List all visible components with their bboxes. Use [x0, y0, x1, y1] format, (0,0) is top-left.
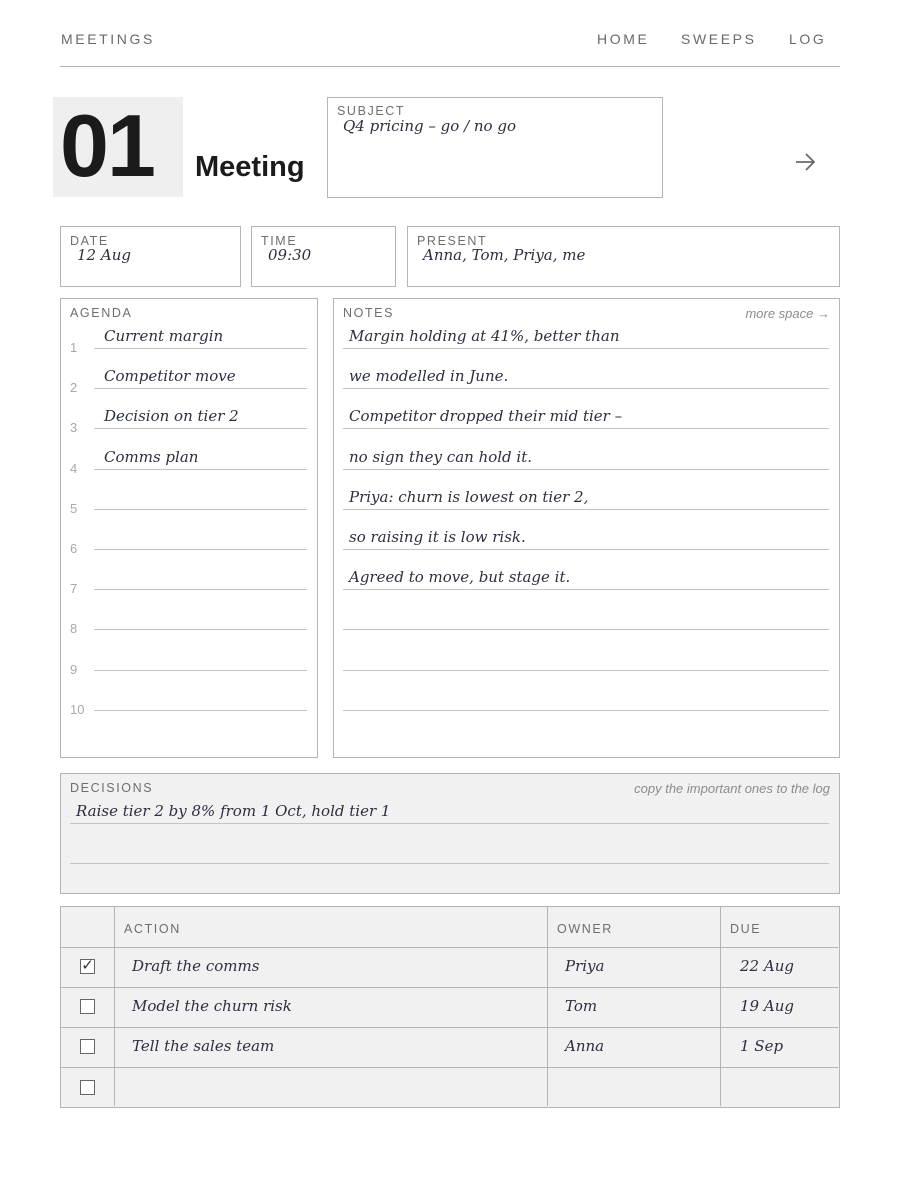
time-label: TIME	[261, 234, 298, 248]
notes-line-rule	[343, 469, 829, 470]
decisions-hint: copy the important ones to the log	[634, 781, 830, 796]
notes-line-rule	[343, 549, 829, 550]
notes-line-rule	[343, 348, 829, 349]
agenda-item[interactable]	[61, 568, 316, 608]
agenda-item-number: 4	[70, 460, 78, 476]
action-checkbox[interactable]	[80, 1039, 95, 1054]
subject-value: Q4 pricing – go / no go	[343, 117, 516, 135]
agenda-item-rule	[94, 629, 307, 630]
action-owner[interactable]: Priya	[565, 957, 605, 975]
agenda-item-number: 3	[70, 420, 78, 436]
checkmark-icon: ✓	[81, 957, 94, 974]
owner-column-header: OWNER	[557, 922, 613, 936]
subject-label: SUBJECT	[337, 104, 406, 118]
agenda-item-text: Comms plan	[104, 447, 199, 466]
action-text[interactable]: Draft the comms	[132, 957, 260, 975]
meeting-number: 01	[60, 96, 154, 195]
agenda-item-rule	[94, 549, 307, 550]
notes-line-rule	[343, 509, 829, 510]
notes-line[interactable]	[334, 689, 838, 729]
agenda-item-number: 10	[70, 701, 85, 717]
notes-line-text: so raising it is low risk.	[349, 528, 526, 546]
agenda-item-number: 8	[70, 621, 78, 637]
notes-line-rule	[343, 670, 829, 671]
action-column-header: ACTION	[124, 922, 181, 936]
agenda-item[interactable]	[61, 528, 316, 568]
time-box[interactable]	[251, 226, 396, 287]
agenda-item-rule	[94, 348, 307, 349]
agenda-item[interactable]	[61, 488, 316, 528]
agenda-item-number: 6	[70, 541, 78, 556]
actions-table	[60, 906, 840, 1108]
notes-line-rule	[343, 710, 829, 711]
action-row	[61, 1027, 838, 1068]
column-divider-owner	[547, 907, 548, 1106]
agenda-item-rule	[94, 710, 307, 711]
present-value: Anna, Tom, Priya, me	[423, 246, 586, 264]
app-title: MEETINGS	[61, 31, 155, 47]
agenda-item-number: 2	[70, 380, 78, 396]
agenda-item-text: Competitor move	[104, 367, 236, 386]
present-box[interactable]	[407, 226, 840, 287]
agenda-item[interactable]	[61, 407, 316, 447]
column-divider-due	[720, 907, 721, 1106]
agenda-item-rule	[94, 589, 307, 590]
arrow-right-icon[interactable]	[793, 150, 819, 174]
notes-line-rule	[343, 629, 829, 630]
nav-sweeps[interactable]: SWEEPS	[681, 31, 757, 47]
decision-line-text: Raise tier 2 by 8% from 1 Oct, hold tier 1	[76, 802, 391, 820]
agenda-item-number: 7	[70, 581, 78, 597]
due-column-header: DUE	[730, 922, 762, 936]
agenda-item-rule	[94, 428, 307, 429]
notes-line-text: we modelled in June.	[349, 367, 509, 386]
action-checkbox[interactable]	[80, 999, 95, 1014]
notes-panel	[333, 298, 840, 758]
action-text[interactable]: Model the churn risk	[132, 997, 292, 1016]
agenda-item-rule	[94, 509, 307, 510]
agenda-item[interactable]	[61, 367, 316, 407]
action-row	[61, 1068, 838, 1108]
notes-line-text: Competitor dropped their mid tier –	[349, 407, 623, 426]
agenda-item[interactable]	[61, 327, 316, 367]
date-value: 12 Aug	[77, 246, 131, 264]
notes-line-rule	[343, 428, 829, 429]
agenda-item-rule	[94, 670, 307, 671]
notes-line[interactable]	[334, 327, 838, 367]
notes-label: NOTES	[343, 306, 395, 320]
action-due[interactable]: 22 Aug	[740, 957, 794, 975]
decision-line[interactable]	[61, 802, 838, 842]
notes-line[interactable]	[334, 448, 838, 488]
actions-header-row	[61, 907, 838, 948]
action-owner[interactable]: Anna	[565, 1037, 605, 1056]
date-box[interactable]	[60, 226, 241, 287]
decisions-label: DECISIONS	[70, 781, 154, 795]
more-space-link[interactable]: more space →	[745, 306, 830, 321]
decision-line[interactable]	[61, 842, 838, 882]
agenda-panel	[60, 298, 318, 758]
action-due[interactable]: 19 Aug	[740, 997, 794, 1016]
notes-line[interactable]	[334, 568, 838, 608]
notes-line[interactable]	[334, 488, 838, 528]
agenda-item-number: 1	[70, 340, 78, 355]
action-owner[interactable]: Tom	[565, 997, 598, 1016]
agenda-item[interactable]	[61, 448, 316, 488]
page-header	[0, 0, 900, 70]
notes-line[interactable]	[334, 407, 838, 447]
agenda-item-number: 9	[70, 661, 78, 677]
notes-line-text: Agreed to move, but stage it.	[349, 568, 571, 587]
notes-line[interactable]	[334, 608, 838, 648]
decision-line-rule	[70, 863, 829, 864]
agenda-item[interactable]	[61, 649, 316, 689]
agenda-item-rule	[94, 388, 307, 389]
notes-line-text: Margin holding at 41%, better than	[349, 327, 620, 345]
agenda-item-number: 5	[70, 500, 78, 516]
agenda-item-text: Current margin	[104, 327, 224, 345]
agenda-label: AGENDA	[70, 306, 133, 320]
nav-log[interactable]: LOG	[789, 31, 827, 47]
agenda-item-rule	[94, 469, 307, 470]
decisions-panel	[60, 773, 840, 894]
notes-line[interactable]	[334, 649, 838, 689]
agenda-item[interactable]	[61, 689, 316, 729]
column-divider-checkbox	[114, 907, 115, 1106]
action-text[interactable]: Tell the sales team	[132, 1037, 275, 1056]
notes-line[interactable]	[334, 367, 838, 407]
notes-line-rule	[343, 388, 829, 389]
action-row	[61, 947, 838, 988]
notes-line-rule	[343, 589, 829, 590]
meeting-title: Meeting	[195, 151, 305, 183]
agenda-item-text: Decision on tier 2	[104, 407, 239, 426]
action-checkbox[interactable]	[80, 959, 95, 974]
notes-line-text: Priya: churn is lowest on tier 2,	[349, 487, 589, 506]
action-checkbox[interactable]	[80, 1080, 95, 1095]
notes-line[interactable]	[334, 528, 838, 568]
time-value: 09:30	[268, 246, 312, 264]
subject-box[interactable]	[327, 97, 663, 198]
present-label: PRESENT	[417, 234, 488, 248]
nav-home[interactable]: HOME	[597, 31, 650, 47]
action-due[interactable]: 1 Sep	[740, 1037, 784, 1056]
date-label: DATE	[70, 234, 109, 248]
header-divider	[60, 66, 840, 67]
agenda-item[interactable]	[61, 608, 316, 648]
notes-line-text: no sign they can hold it.	[349, 447, 533, 466]
action-row	[61, 987, 838, 1028]
decision-line-rule	[70, 823, 829, 824]
